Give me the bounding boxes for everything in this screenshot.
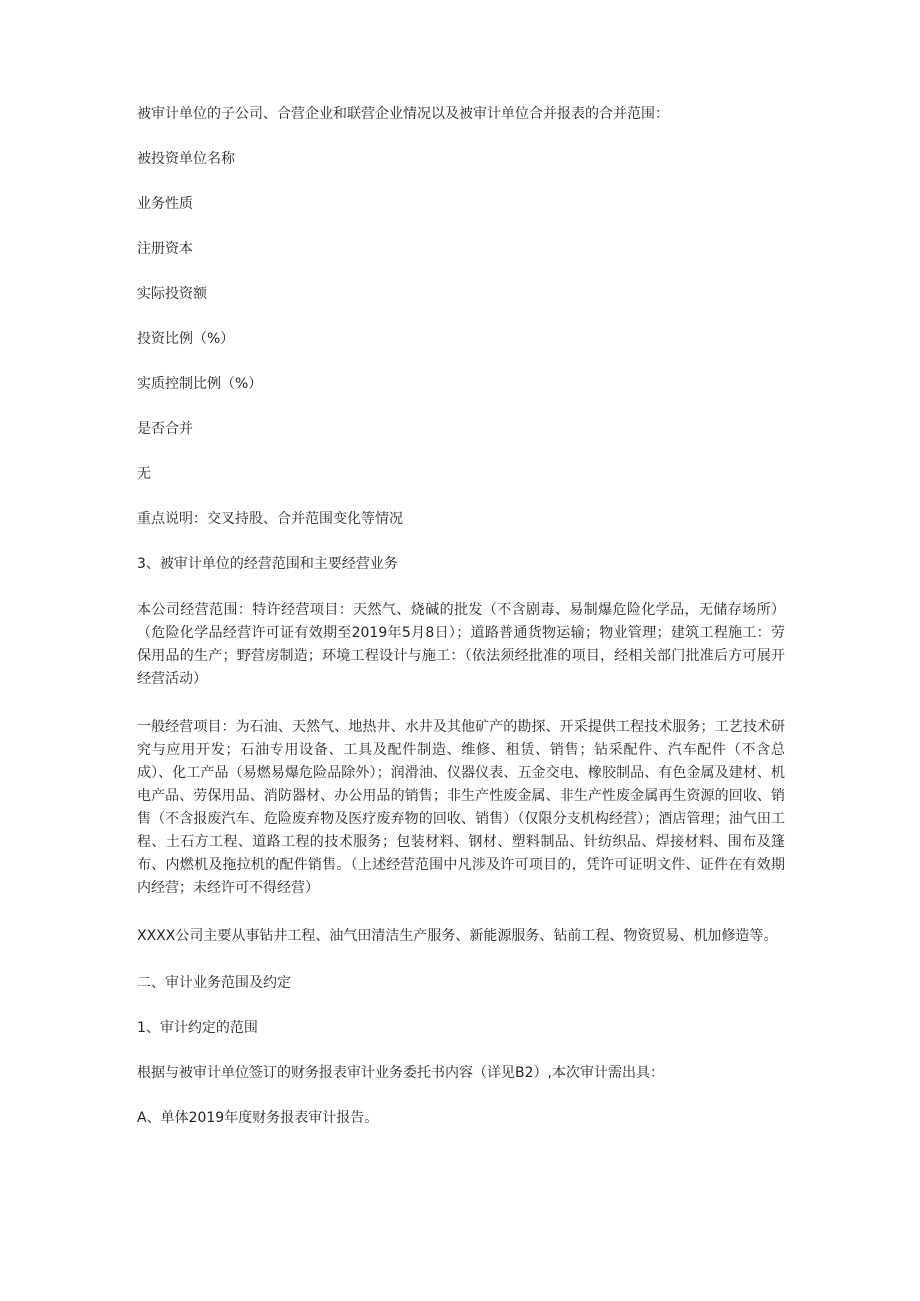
subsection-heading-engagement-scope: 1、审计约定的范围 bbox=[137, 1020, 258, 1036]
field-control-ratio: 实质控制比例（%） bbox=[137, 376, 263, 392]
document-body bbox=[137, 104, 785, 1153]
deliverable-item-a: A、单体2019年度财务报表审计报告。 bbox=[137, 1110, 379, 1126]
field-value-none: 无 bbox=[137, 466, 151, 482]
field-actual-investment: 实际投资额 bbox=[137, 286, 207, 302]
main-business-paragraph: XXXX公司主要从事钻井工程、油气田清洁生产服务、新能源服务、钻前工程、物资贸易、机加修造等。 bbox=[137, 928, 778, 944]
business-scope-general: 一般经营项目：为石油、天然气、地热井、水井及其他矿产的勘探、开采提供工程技术服务；工艺技术研究与应用开发；石油专用设备、工具及配件制造、维修、租赁、销售；钻采配件、汽车配件（不含总成）、化工产品（易燃易爆危险品除外）；润滑油、仪器仪表、五金交电、橡胶制品、有色金属及建材、机电产品、劳保用品、消防器材、办公用品的销售；非生产性废金属、非生产性废金属再生资源的回收、销售（不含报废汽车、危险废弃物及医疗废弃物的回收、销售）（仅限分支机构经营）；酒店管理；油气田工程、土石方工程、道路工程的技术服务；包装材料、钢材、塑料制品、针纺织品、焊接材料、围布及篷布、内燃机及拖拉机的配件销售。（上述经营范围中凡涉及许可项目的，凭许可证明文件、证件在有效期内经营；未经许可不得经营） bbox=[137, 719, 785, 896]
business-scope-licensed: 本公司经营范围：特许经营项目：天然气、烧碱的批发（不含剧毒、易制爆危险化学品，无储存场所）（危险化学品经营许可证有效期至2019年5月8日）；道路普通货物运输；物业管理；建筑工程施工：劳保用品的生产；野营房制造；环境工程设计与施工：（依法须经批准的项目，经相关部门批准后方可展开经营活动） bbox=[137, 602, 785, 687]
field-business-nature: 业务性质 bbox=[137, 196, 193, 212]
business-scope-heading: 3、被审计单位的经营范围和主要经营业务 bbox=[137, 556, 398, 572]
field-consolidated: 是否合并 bbox=[137, 421, 193, 437]
consolidation-scope-intro: 被审计单位的子公司、合营企业和联营企业情况以及被审计单位合并报表的合并范围： bbox=[137, 106, 669, 122]
key-notes: 重点说明：交叉持股、合并范围变化等情况 bbox=[137, 511, 403, 527]
field-investment-ratio: 投资比例（%） bbox=[137, 331, 235, 347]
field-registered-capital: 注册资本 bbox=[137, 241, 193, 257]
field-investee-name: 被投资单位名称 bbox=[137, 151, 235, 167]
engagement-text: 根据与被审计单位签订的财务报表审计业务委托书内容（详见B2）,本次审计需出具： bbox=[137, 1065, 664, 1081]
section-heading-audit-scope: 二、审计业务范围及约定 bbox=[137, 975, 291, 991]
